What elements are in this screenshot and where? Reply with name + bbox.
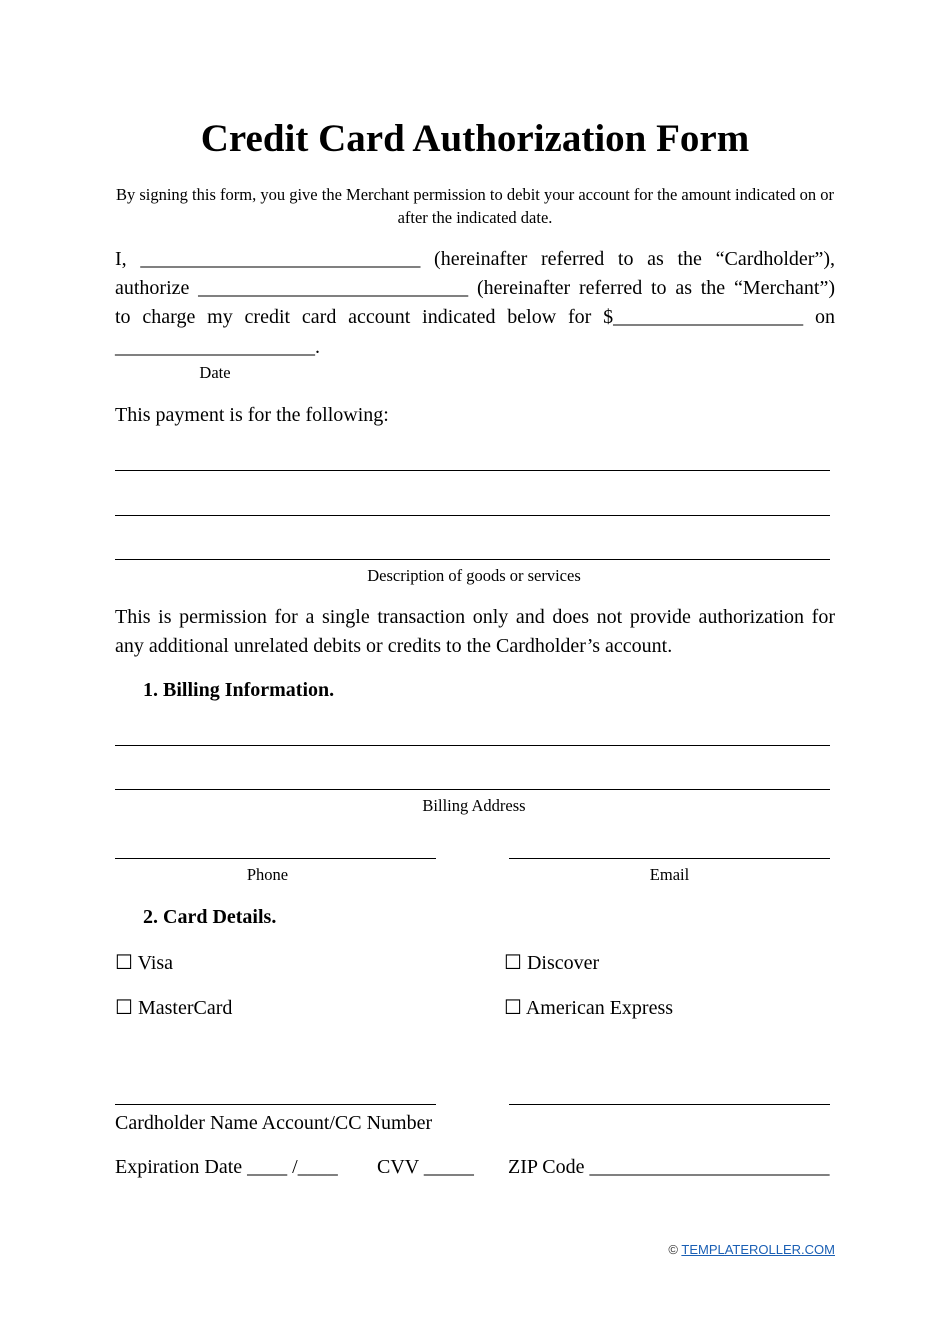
zip-code-field[interactable]: ZIP Code ________________________: [508, 1156, 830, 1178]
mastercard-option[interactable]: ☐ MasterCard: [115, 997, 233, 1019]
auth-line-2: authorize ___________________________ (hereinafter referred to as the “Merchant”): [115, 277, 835, 299]
card-heading: 2. Card Details.: [143, 906, 277, 928]
email-line[interactable]: [509, 858, 830, 859]
intro-text: By signing this form, you give the Merchant permission to debit your account for the amount indicated on or after the indicated date.: [115, 185, 835, 227]
payment-intro: This payment is for the following:: [115, 404, 389, 426]
phone-label: Phone: [246, 865, 289, 884]
american-express-option[interactable]: ☐ American Express: [504, 997, 674, 1019]
permission-line-2: any additional unrelated debits or credits to the Cardholder’s account.: [115, 635, 673, 657]
description-line-1[interactable]: [115, 470, 830, 471]
merchant-name-blank[interactable]: authorize ___________________________: [115, 277, 469, 299]
date-label: Date: [199, 363, 231, 382]
permission-line-1: This is permission for a single transaction only and does not provide authorization for: [115, 606, 835, 628]
templateroller-link[interactable]: TEMPLATEROLLER.COM: [681, 1242, 835, 1257]
description-line-2[interactable]: [115, 515, 830, 516]
cardholder-name-line[interactable]: [115, 1104, 436, 1105]
auth-line-1: I, ____________________________ (hereinafter referred to as the “Cardholder”),: [115, 248, 835, 270]
description-label: Description of goods or services: [367, 566, 581, 585]
billing-address-line-1[interactable]: [115, 745, 830, 746]
description-line-3[interactable]: [115, 559, 830, 560]
name-number-label: Cardholder Name Account/CC Number: [115, 1112, 433, 1134]
visa-option[interactable]: ☐ Visa: [115, 952, 174, 974]
cvv-field[interactable]: CVV _____: [377, 1156, 474, 1178]
auth-line-3: to charge my credit card account indicated below for $___________________ on: [115, 306, 836, 328]
email-label: Email: [649, 865, 690, 884]
amount-blank[interactable]: to charge my credit card account indicated below for $___________________: [115, 306, 804, 328]
footer: [668, 1242, 835, 1257]
checkbox-icon[interactable]: ☐: [504, 952, 522, 974]
discover-option[interactable]: ☐ Discover: [504, 952, 600, 974]
expiration-date-field[interactable]: Expiration Date ____ /____: [115, 1156, 338, 1178]
checkbox-icon[interactable]: ☐: [115, 997, 133, 1019]
checkbox-icon[interactable]: ☐: [504, 997, 522, 1019]
billing-address-line-2[interactable]: [115, 789, 830, 790]
form-title: Credit Card Authorization Form: [200, 117, 750, 160]
billing-heading: 1. Billing Information.: [143, 679, 335, 701]
copyright-symbol: ©: [668, 1242, 678, 1257]
cardholder-name-blank[interactable]: I, ____________________________: [115, 248, 421, 270]
date-blank[interactable]: ____________________.: [115, 336, 320, 358]
checkbox-icon[interactable]: ☐: [115, 952, 133, 974]
phone-line[interactable]: [115, 858, 436, 859]
billing-address-label: Billing Address: [422, 796, 526, 815]
account-number-line[interactable]: [509, 1104, 830, 1105]
